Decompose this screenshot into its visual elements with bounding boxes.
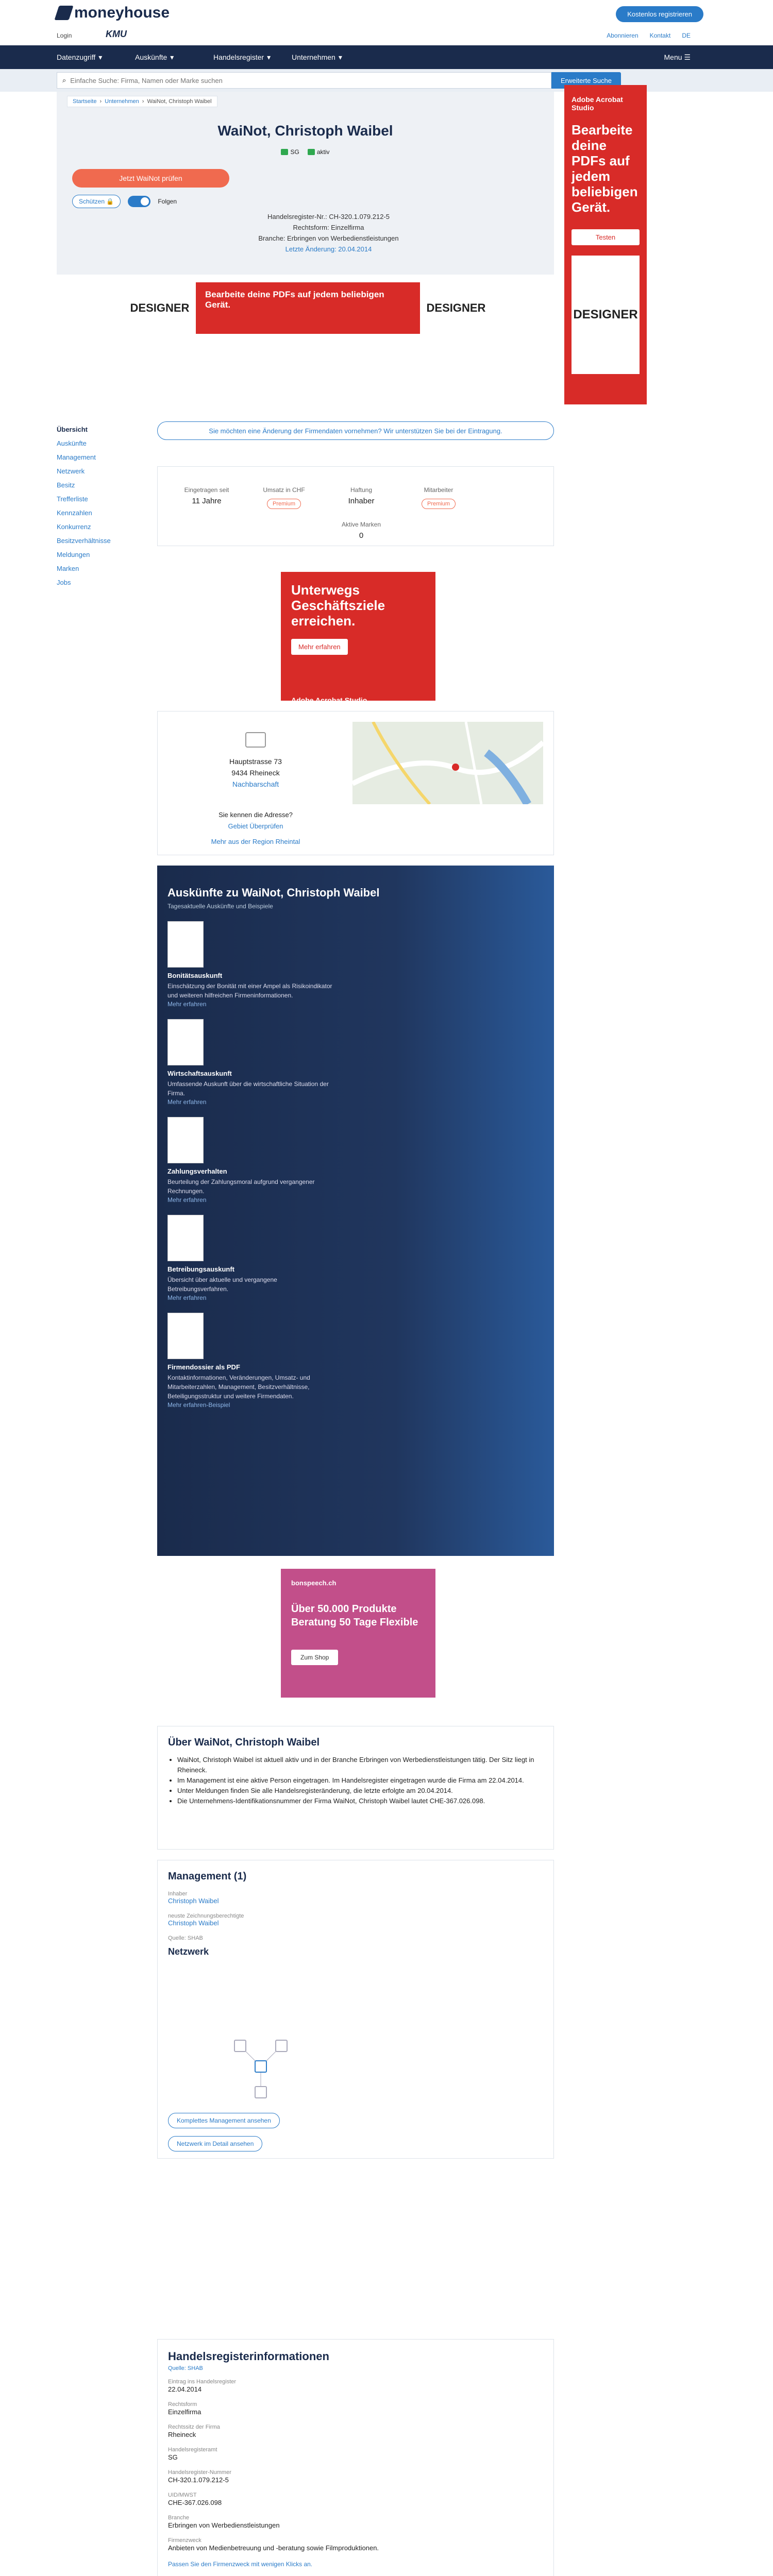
field-legal-form [168, 2401, 543, 2417]
ad-brand: Adobe Acrobat Studio [572, 95, 623, 112]
side-nav-news[interactable]: Meldungen [57, 551, 90, 558]
ad-image-right: DESIGNER [420, 282, 492, 334]
nav-label: Datenzugriff [57, 53, 96, 61]
field-uid [168, 2492, 543, 2507]
about-list [168, 1755, 543, 1806]
report-title: Betreibungsauskunft [167, 1265, 235, 1273]
banner-ad-top[interactable] [124, 282, 492, 334]
address-card [157, 711, 554, 855]
about-item: • Die Unternehmens-Identifikationsnummer der Firma WaiNot, Christoph Waibel lautet CHE-367.026.098. [177, 1796, 543, 1806]
field-label: Eintrag ins Handelsregister [168, 2379, 237, 2385]
about-card [157, 1726, 554, 1850]
menu-label: Menu [664, 53, 682, 61]
breadcrumb-companies[interactable]: Unternehmen [105, 98, 139, 105]
stat-liability [323, 486, 400, 505]
stat-label: Mitarbeiter [424, 486, 453, 494]
region-link[interactable]: Mehr aus der Region Rheintal [211, 838, 300, 845]
last-change-link[interactable]: Letzte Änderung: 20.04.2014 [285, 245, 372, 253]
report-thumbnail [167, 1019, 204, 1065]
about-item: • Im Management ist eine aktive Person eingetragen. Im Handelsregister eingetragen wurde die Firma am 22.04.2014. [177, 1775, 543, 1786]
legal-form: Rechtsform: Einzelfirma [293, 224, 364, 231]
breadcrumb-home[interactable]: Startseite [73, 98, 97, 105]
side-nav-competition[interactable]: Konkurrenz [57, 523, 91, 531]
hreg-source: Quelle: SHAB [168, 2365, 203, 2371]
rectangle-ad[interactable] [281, 572, 435, 704]
reports-subtitle: Tagesaktuelle Auskünfte und Beispiele [167, 903, 273, 910]
report-title: Firmendossier als PDF [167, 1363, 240, 1371]
login-link[interactable]: Login [57, 32, 72, 39]
status-row [57, 148, 554, 156]
ad-cta-button[interactable]: Mehr erfahren [291, 639, 348, 655]
report-title: Wirtschaftsauskunft [167, 1070, 232, 1077]
address-block [158, 732, 354, 790]
field-value: SG [168, 2453, 178, 2461]
report-more-link[interactable]: Mehr erfahren-Beispiel [167, 1401, 230, 1409]
search-input[interactable] [70, 77, 546, 84]
check-company-button[interactable]: Jetzt WaiNot prüfen [72, 169, 229, 188]
protect-label: Schützen [79, 198, 105, 205]
mgmt-role: Inhaber [168, 1891, 188, 1897]
ad-headline: Unterwegs Geschäftsziele erreichen. [291, 582, 385, 629]
side-nav-hitlist[interactable]: Trefferliste [57, 495, 88, 503]
reg-number: Handelsregister-Nr.: CH-320.1.079.212-5 [267, 213, 390, 221]
field-value: CHE-367.026.098 [168, 2499, 222, 2506]
follow-row [72, 195, 177, 208]
report-thumbnail [167, 1117, 204, 1163]
city: 9434 Rheineck [231, 769, 280, 777]
network-title: Netzwerk [168, 1946, 209, 1957]
about-item: • WaiNot, Christoph Waibel ist aktuell aktiv und in der Branche Erbringen von Werbedienstleistungen tätig. Der Sitz liegt in Rheineck. [177, 1755, 543, 1775]
contact-link[interactable]: Kontakt [649, 32, 671, 39]
network-node[interactable] [255, 2086, 267, 2098]
report-thumbnail [167, 1215, 204, 1261]
neighborhood-link[interactable]: Nachbarschaft [232, 780, 279, 788]
side-nav-jobs[interactable]: Jobs [57, 579, 71, 586]
report-more-link[interactable]: Mehr erfahren [167, 1294, 207, 1301]
field-label: Firmenzweck [168, 2537, 201, 2544]
stat-registered [168, 486, 245, 505]
hamburger-icon: ☰ [684, 53, 691, 61]
nav-auskuenfte[interactable] [135, 53, 213, 62]
side-nav-brands[interactable]: Marken [57, 565, 79, 572]
about-title: Über WaiNot, Christoph Waibel [168, 1737, 320, 1748]
report-item[interactable] [167, 1117, 332, 1204]
side-nav [57, 422, 134, 589]
management-title: Management (1) [168, 1871, 247, 1882]
top-header [0, 0, 773, 45]
ad-headline: Über 50.000 Produkte Beratung 50 Tage Flexible [291, 1603, 418, 1628]
reports-title: Auskünfte zu WaiNot, Christoph Waibel [167, 886, 380, 899]
ad-cta-button[interactable]: Testen [572, 229, 640, 245]
network-node[interactable] [234, 2040, 246, 2052]
field-label: Rechtssitz der Firma [168, 2424, 220, 2430]
company-title: WaiNot, Christoph Waibel [217, 123, 393, 139]
field-reg-number [168, 2469, 543, 2485]
company-header [57, 92, 554, 275]
ad-cta-button[interactable]: Zum Shop [291, 1650, 338, 1665]
field-label: Rechtsform [168, 2401, 197, 2408]
report-item[interactable] [167, 921, 332, 1008]
field-industry [168, 2515, 543, 2530]
field-value: Einzelfirma [168, 2408, 201, 2416]
nav-handelsregister[interactable] [213, 53, 292, 62]
side-nav-management[interactable]: Management [57, 453, 96, 461]
register-button[interactable]: Kostenlos registrieren [616, 6, 703, 22]
language-select[interactable]: DE [682, 32, 691, 39]
nav-label: Auskünfte [135, 53, 167, 61]
hreg-title: Handelsregisterinformationen [168, 2350, 329, 2363]
search-icon: ⌕ [62, 76, 66, 84]
about-item: • Unter Meldungen finden Sie alle Handelsregisteränderung, die letzte erfolgte am 20.04.2014. [177, 1786, 543, 1796]
nav-label: Unternehmen [292, 53, 335, 61]
report-item[interactable] [167, 1215, 332, 1301]
status-badge [308, 148, 330, 156]
mgmt-role: neuste Zeichnungsberechtigte [168, 1913, 244, 1919]
kmu-logo[interactable]: KMU [106, 29, 127, 39]
ad-headline: Bearbeite deine PDFs auf jedem beliebigen Gerät. [572, 122, 638, 215]
breadcrumb-current: WaiNot, Christoph Waibel [147, 98, 212, 105]
ad-text: Bearbeite deine PDFs auf jedem beliebigen Gerät. [196, 282, 420, 334]
skyscraper-ad[interactable] [564, 85, 647, 404]
chevron-down-icon: ▾ [98, 53, 103, 61]
ad-image-left: DESIGNER [124, 282, 196, 334]
follow-label: Folgen [158, 198, 177, 205]
reports-section [157, 866, 554, 1556]
report-desc: Übersicht über aktuelle und vergangene Betreibungsverfahren. [167, 1276, 277, 1293]
network-node[interactable] [275, 2040, 288, 2052]
all-management-button[interactable]: Komplettes Management ansehen [168, 2113, 280, 2128]
nav-label: Handelsregister [213, 53, 264, 61]
change-data-notice[interactable]: Sie möchten eine Änderung der Firmendaten vornehmen? Wir unterstützen Sie bei der Eintragung. [157, 421, 554, 440]
premium-badge[interactable]: Premium [422, 499, 456, 509]
ad-brand: bonspeech.ch [291, 1579, 337, 1587]
report-desc: Umfassende Auskunft über die wirtschaftliche Situation der Firma. [167, 1080, 329, 1097]
report-thumbnail [167, 921, 204, 968]
field-value: Anbieten von Medienbetreuung und -beratung sowie Filmproduktionen. [168, 2544, 379, 2552]
field-label: Handelsregister-Nummer [168, 2469, 231, 2476]
report-desc: Beurteilung der Zahlungsmoral aufgrund vergangener Rechnungen. [167, 1178, 315, 1195]
claim-text: Sie kennen die Adresse? [219, 811, 293, 819]
report-item[interactable] [167, 1019, 332, 1106]
report-title: Zahlungsverhalten [167, 1167, 227, 1175]
protect-button[interactable]: Schützen 🔒 [72, 195, 121, 208]
map-graphic [352, 722, 543, 804]
report-thumbnail [167, 1313, 204, 1359]
chevron-down-icon: ▾ [170, 53, 174, 61]
address-links [158, 809, 354, 848]
report-title: Bonitätsauskunft [167, 972, 223, 979]
industry: Branche: Erbringen von Werbedienstleistungen [258, 234, 399, 242]
search-bar [0, 69, 773, 92]
chevron-down-icon: ▾ [267, 53, 271, 61]
stat-revenue [245, 486, 323, 509]
premium-badge[interactable]: Premium [267, 499, 301, 509]
field-seat [168, 2424, 543, 2439]
stat-label: Umsatz in CHF [263, 486, 305, 494]
field-value: Erbringen von Werbedienstleistungen [168, 2521, 280, 2529]
nav-datenzugriff[interactable] [57, 53, 135, 62]
logo-mark-icon [54, 6, 73, 20]
claim-link[interactable]: Gebiet Überprüfen [228, 822, 283, 830]
report-desc: Einschätzung der Bonität mit einer Ampel als Risikoindikator und weiteren hilfreichen Firmeninformationen. [167, 982, 332, 999]
field-label: Handelsregisteramt [168, 2447, 217, 2453]
side-nav-stakes[interactable]: Besitzverhältnisse [57, 537, 111, 545]
field-value: Rheineck [168, 2431, 196, 2438]
report-more-link[interactable]: Mehr erfahren [167, 1001, 207, 1008]
breadcrumb [67, 96, 217, 107]
management-card [157, 1860, 554, 2159]
follow-toggle[interactable] [128, 196, 150, 207]
breadcrumb-separator: › [142, 98, 144, 105]
menu-button[interactable] [664, 53, 691, 62]
nav-unternehmen[interactable] [292, 53, 370, 62]
side-nav-overview[interactable]: Übersicht [57, 426, 88, 433]
search-box [57, 72, 551, 89]
breadcrumb-separator: › [99, 98, 102, 105]
field-label: UID/MWST [168, 2492, 197, 2498]
field-office [168, 2447, 543, 2462]
registration-info [222, 211, 435, 255]
field-registered [168, 2379, 543, 2394]
active-icon [308, 149, 315, 155]
field-value: 22.04.2014 [168, 2385, 202, 2393]
side-nav-network[interactable]: Netzwerk [57, 467, 85, 475]
field-purpose [168, 2537, 543, 2553]
mgmt-person-link[interactable]: Christoph Waibel [168, 1897, 219, 1905]
commercial-register-card [157, 2339, 554, 2576]
logo-text: moneyhouse [74, 4, 170, 21]
canton-badge [281, 148, 299, 156]
stat-value: 11 Jahre [192, 497, 222, 505]
moneyhouse-logo[interactable] [57, 4, 170, 22]
network-detail-button[interactable]: Netzwerk im Detail ansehen [168, 2136, 262, 2151]
network-node-center[interactable] [255, 2060, 267, 2073]
street: Hauptstrasse 73 [229, 757, 282, 766]
square-ad[interactable] [281, 1569, 435, 1698]
stat-brands [323, 521, 400, 540]
building-icon [245, 732, 266, 748]
report-item[interactable] [167, 1313, 332, 1409]
stat-employees [400, 486, 477, 509]
stat-value: Inhaber [348, 497, 375, 505]
top-links [607, 32, 691, 39]
mgmt-person-link[interactable]: Christoph Waibel [168, 1919, 219, 1927]
report-more-link[interactable]: Mehr erfahren [167, 1196, 207, 1204]
field-label: Branche [168, 2515, 189, 2521]
ad-brand: Adobe Acrobat Studio [291, 696, 367, 704]
stat-value: 0 [359, 531, 364, 540]
stat-label: Eingetragen seit [184, 486, 229, 494]
extended-search-button[interactable]: Erweiterte Suche [551, 72, 621, 89]
network-graph[interactable] [220, 2030, 302, 2103]
stat-label: Haftung [350, 486, 373, 494]
main-nav [0, 45, 773, 69]
canton-label: SG [290, 148, 299, 156]
mgmt-source: Quelle: SHAB [168, 1935, 203, 1941]
purpose-edit-link[interactable]: Passen Sie den Firmenzweck mit wenigen Klicks an. [168, 2561, 313, 2568]
side-nav-ownership[interactable]: Besitz [57, 481, 75, 489]
side-nav-reports[interactable]: Auskünfte [57, 439, 87, 447]
report-desc: Kontaktinformationen, Veränderungen, Umsatz- und Mitarbeiterzahlen, Management, Besitzverhältnisse, Beteiligungsstruktur und weitere Firmendaten. [167, 1374, 310, 1400]
status-label: aktiv [316, 148, 330, 156]
side-nav-kpis[interactable]: Kennzahlen [57, 509, 92, 517]
chevron-down-icon: ▾ [338, 53, 342, 61]
stat-label: Aktive Marken [341, 521, 381, 528]
report-more-link[interactable]: Mehr erfahren [167, 1098, 207, 1106]
location-map[interactable] [352, 722, 543, 804]
ad-image: DESIGNER [572, 256, 640, 374]
stats-card [157, 466, 554, 546]
flag-icon [281, 149, 288, 155]
field-value: CH-320.1.079.212-5 [168, 2476, 229, 2484]
subscribe-link[interactable]: Abonnieren [607, 32, 638, 39]
